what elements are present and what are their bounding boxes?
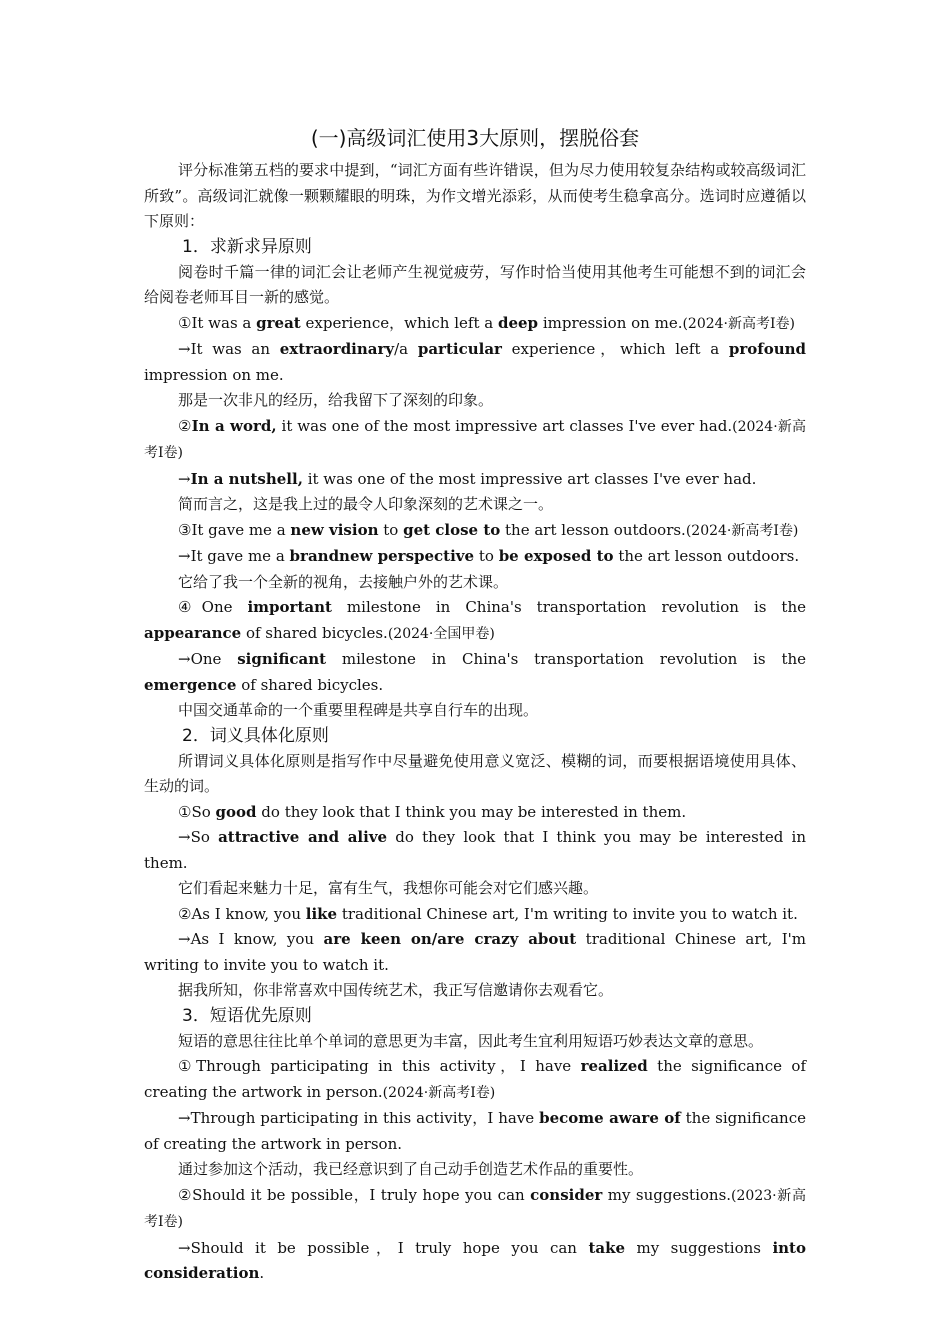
s2-example-1-translation: 它们看起来魅力十足，富有生气，我想你可能会对它们感兴趣。 [178, 879, 599, 897]
source-tag: (2024·新高考Ⅰ卷) [682, 315, 796, 332]
s3-example-1: ①Through participating in this activity，I have realized the significance of creating the artwork in person.(2024·新高考Ⅰ卷) [144, 1057, 807, 1101]
page-title: (一)高级词汇使用3大原则，摆脱俗套 [310, 126, 640, 150]
s1-example-3-improved: →It gave me a brandnew perspective to be exposed to the art lesson outdoors. [178, 547, 800, 565]
source-tag: (2023·新高考Ⅰ卷) [144, 1187, 806, 1230]
s1-example-1: ①It was a great experience，which left a deep impression on me.(2024·新高考Ⅰ卷) [178, 313, 796, 332]
s3-example-2-improved: →Should it be possible，I truly hope you can take my suggestions into consideration. [144, 1238, 806, 1282]
s2-example-1-improved: →So attractive and alive do they look that I think you may be interested in them. [144, 828, 806, 872]
section-1-description: 阅卷时千篇一律的词汇会让老师产生视觉疲劳，写作时恰当使用其他考生可能想不到的词汇会给阅卷老师耳目一新的感觉。 [144, 262, 806, 306]
s2-example-2: ②As I know, you like traditional Chinese art, I'm writing to invite you to watch it. [178, 904, 798, 923]
source-tag: (2024·全国甲卷) [387, 625, 495, 642]
s1-example-4: ④One important milestone in China's transportation revolution is the appearance of shared bicycles.(2024·全国甲卷) [144, 598, 806, 642]
s3-example-2: ②Should it be possible，I truly hope you can consider my suggestions.(2023·新高考Ⅰ卷) [144, 1185, 806, 1230]
s3-example-1-improved: →Through participating in this activity，I have become aware of the significance of creating the artwork in person. [144, 1109, 806, 1153]
section-heading-2: 2．词义具体化原则 [182, 725, 329, 746]
s1-example-3: ③It gave me a new vision to get close to the art lesson outdoors.(2024·新高考Ⅰ卷) [178, 520, 799, 539]
s1-example-4-improved: →One significant milestone in China's transportation revolution is the emergence of shared bicycles. [144, 650, 807, 694]
s1-example-1-improved: →It was an extraordinary/a particular experience，which left a profound impression on me. [144, 340, 806, 384]
document-body [144, 158, 806, 1287]
section-2-description: 所谓词义具体化原则是指写作中尽量避免使用意义宽泛、模糊的词，而要根据语境使用具体、生动的词。 [144, 751, 806, 795]
section-heading-1: 1．求新求异原则 [182, 236, 312, 257]
s1-example-2-improved: →In a nutshell, it was one of the most impressive art classes I've ever had. [178, 469, 757, 488]
s3-example-1-translation: 通过参加这个活动，我已经意识到了自己动手创造艺术作品的重要性。 [178, 1160, 644, 1178]
source-tag: (2024·新高考Ⅰ卷) [382, 1084, 496, 1101]
source-tag: (2024·新高考Ⅰ卷) [144, 418, 806, 461]
s1-example-2-translation: 简而言之，这是我上过的最令人印象深刻的艺术课之一。 [178, 495, 554, 513]
s1-example-3-translation: 它给了我一个全新的视角，去接触户外的艺术课。 [178, 572, 509, 591]
section-3-description: 短语的意思往往比单个单词的意思更为丰富，因此考生宜利用短语巧妙表达文章的意思。 [178, 1031, 764, 1050]
s2-example-1: ①So good do they look that I think you may be interested in them. [178, 802, 687, 821]
s2-example-2-translation: 据我所知，你非常喜欢中国传统艺术，我正写信邀请你去观看它。 [178, 981, 614, 999]
section-heading-3: 3．短语优先原则 [182, 1005, 312, 1026]
s1-example-4-translation: 中国交通革命的一个重要里程碑是共享自行车的出现。 [178, 701, 539, 719]
intro-paragraph: 评分标准第五档的要求中提到，“词汇方面有些许错误，但为尽力使用较复杂结构或较高级词汇所致”。高级词汇就像一颗颗耀眼的明珠，为作文增光添彩，从而使考生稳拿高分。选词时应遵循以下原则： [144, 161, 806, 230]
source-tag: (2024·新高考Ⅰ卷) [685, 522, 799, 539]
s1-example-2: ②In a word, it was one of the most impressive art classes I've ever had.(2024·新高考Ⅰ卷) [144, 416, 806, 461]
s1-example-1-translation: 那是一次非凡的经历，给我留下了深刻的印象。 [178, 391, 494, 409]
s2-example-2-improved: →As I know, you are keen on/are crazy about traditional Chinese art, I'm writing to invite you to watch it. [144, 930, 807, 974]
